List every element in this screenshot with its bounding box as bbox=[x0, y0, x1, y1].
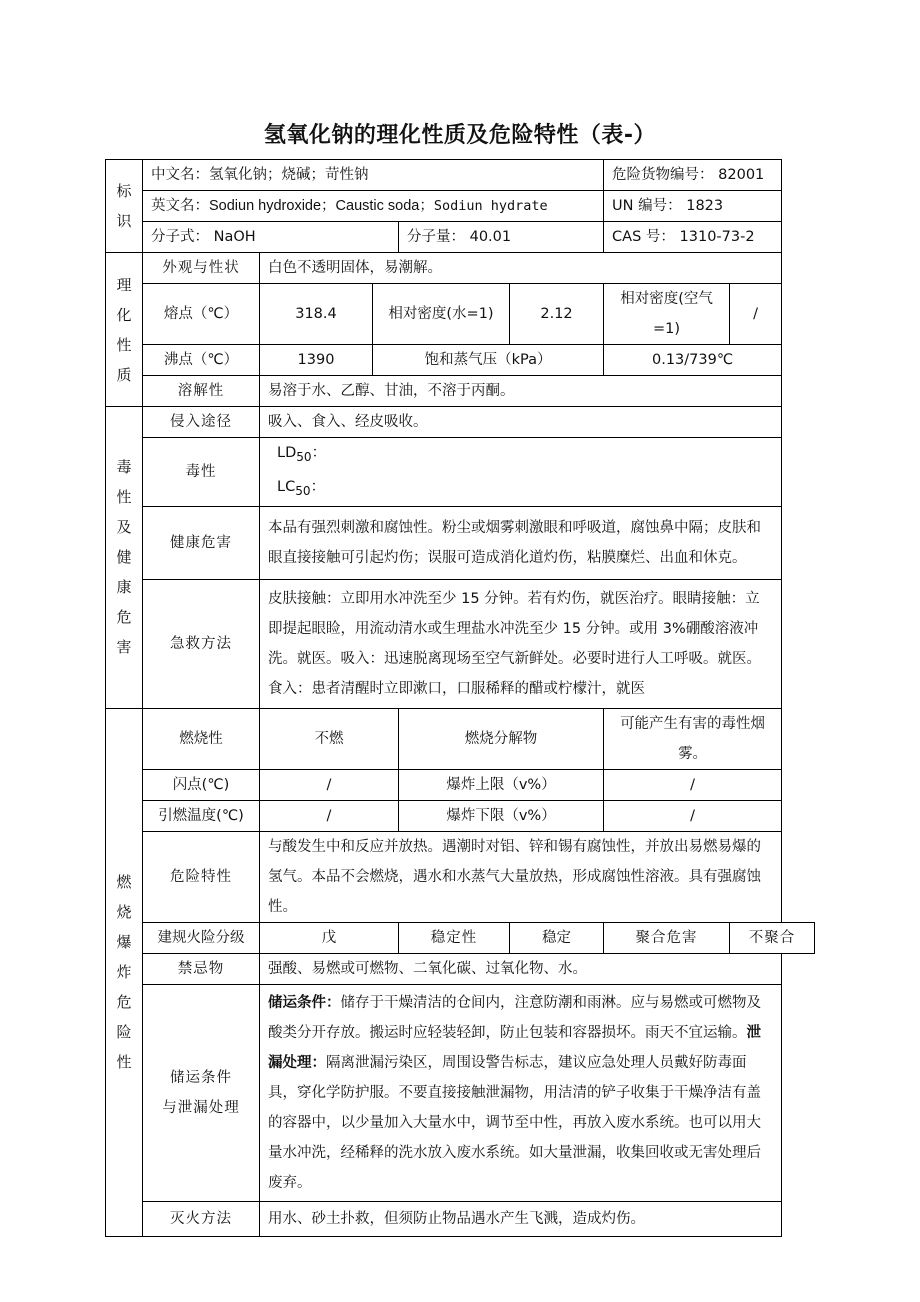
rel-density-air-value: / bbox=[730, 284, 782, 345]
ignition-label: 引燃温度(℃) bbox=[143, 800, 260, 831]
stability-value: 稳定 bbox=[510, 922, 604, 953]
boiling-value: 1390 bbox=[260, 345, 373, 376]
decomposition-value: 可能产生有害的毒性烟雾。 bbox=[604, 708, 782, 769]
firstaid-value: 皮肤接触：立即用水冲洗至少 15 分钟。若有灼伤，就医治疗。眼睛接触：立即提起眼睑，用流动清水或生理盐水冲洗至少 15 分钟。或用 3%硼酸溶液冲洗。就医。吸入：迅速脱离现场至空气新鲜处。必要时进行人工呼吸。就医。食入：患者清醒时立即漱口，口服稀释的醋或柠檬汁，就医 bbox=[260, 579, 782, 708]
appearance-value: 白色不透明固体，易潮解。 bbox=[260, 253, 782, 284]
row-cn-name bbox=[106, 160, 815, 191]
storage-heading: 储运条件 bbox=[268, 994, 326, 1011]
row-storage bbox=[106, 984, 815, 1201]
molecular-formula: 分子式： NaOH bbox=[143, 222, 399, 253]
row-extinguish bbox=[106, 1201, 815, 1236]
fire-class-label: 建规火险分级 bbox=[143, 922, 260, 953]
hazard-label: 危险特性 bbox=[143, 831, 260, 922]
row-melting bbox=[106, 284, 815, 345]
melting-label: 熔点（℃） bbox=[143, 284, 260, 345]
row-boiling bbox=[106, 345, 815, 376]
lower-limit-label: 爆炸下限（v%） bbox=[399, 800, 604, 831]
row-combustibility bbox=[106, 708, 815, 769]
rel-density-water-label: 相对密度(水=1) bbox=[373, 284, 510, 345]
incompatible-label: 禁忌物 bbox=[143, 953, 260, 984]
row-flash bbox=[106, 769, 815, 800]
appearance-label: 外观与性状 bbox=[143, 253, 260, 284]
solubility-label: 溶解性 bbox=[143, 376, 260, 407]
storage-value: 储运条件：储存于干燥清洁的仓间内，注意防潮和雨淋。应与易燃或可燃物及酸类分开存放。搬运时应轻装轻卸，防止包装和容器损坏。雨天不宜运输。泄漏处理：隔离泄漏污染区，周围设警告标志，建议应急处理人员戴好防毒面具，穿化学防护服。不要直接接触泄漏物，用洁清的铲子收集于干燥净洁有盖的容器中，以少量加入大量水中，调节至中性，再放入废水系统。也可以用大量水冲洗，经稀释的洗水放入废水系统。如大量泄漏，收集回收或无害处理后废弃。 bbox=[260, 984, 782, 1201]
storage-label: 储运条件 与泄漏处理 bbox=[143, 984, 260, 1201]
route-value: 吸入、食入、经皮吸收。 bbox=[260, 407, 782, 438]
row-health bbox=[106, 506, 815, 579]
solubility-value: 易溶于水、乙醇、甘油，不溶于丙酮。 bbox=[260, 376, 782, 407]
molecular-weight: 分子量： 40.01 bbox=[399, 222, 604, 253]
en-name-label: 英文名： bbox=[151, 198, 209, 214]
boiling-label: 沸点（℃） bbox=[143, 345, 260, 376]
flash-label: 闪点(℃) bbox=[143, 769, 260, 800]
storage-text: 储存于干燥清洁的仓间内，注意防潮和雨淋。应与易燃或可燃物及酸类分开存放。搬运时应轻装轻卸，防止包装和容器损坏。雨天不宜运输。 bbox=[268, 994, 761, 1041]
page-title: 氢氧化钠的理化性质及危险特性（表-） bbox=[263, 123, 657, 148]
fire-class-value: 戊 bbox=[260, 922, 399, 953]
leak-text: 隔离泄漏污染区，周围设警告标志，建议应急处理人员戴好防毒面具，穿化学防护服。不要直接接触泄漏物，用洁清的铲子收集于干燥净洁有盖的容器中，以少量加入大量水中，调节至中性，再放入废水系统。也可以用大量水冲洗，经稀释的洗水放入废水系统。如大量泄漏，收集回收或无害处理后废弃。 bbox=[268, 1054, 761, 1191]
rel-density-air-label: 相对密度(空气=1) bbox=[604, 284, 730, 345]
cas-number: CAS 号： 1310-73-2 bbox=[604, 222, 782, 253]
lc50: $LC_{50}$： bbox=[277, 478, 326, 498]
section-fire: 燃 烧 爆 炸 危 险 性 bbox=[106, 708, 143, 1236]
cn-name: 中文名：氢氧化钠；烧碱；苛性钠 bbox=[143, 160, 604, 191]
row-en-name bbox=[106, 191, 815, 222]
stability-label: 稳定性 bbox=[399, 922, 510, 953]
incompatible-value: 强酸、易燃或可燃物、二氧化碳、过氧化物、水。 bbox=[260, 953, 782, 984]
row-incompatible bbox=[106, 953, 815, 984]
section-physchem: 理 化 性 质 bbox=[106, 253, 143, 407]
row-toxicity bbox=[106, 438, 815, 507]
row-hazard bbox=[106, 831, 815, 922]
health-label: 健康危害 bbox=[143, 506, 260, 579]
combustibility-value: 不燃 bbox=[260, 708, 399, 769]
vapor-pressure-label: 饱和蒸气压（kPa） bbox=[373, 345, 604, 376]
rel-density-water-value: 2.12 bbox=[510, 284, 604, 345]
row-formula bbox=[106, 222, 815, 253]
un-number: UN 编号： 1823 bbox=[604, 191, 782, 222]
ignition-value: / bbox=[260, 800, 399, 831]
polymer-label: 聚合危害 bbox=[604, 922, 730, 953]
en-name-extra: Sodiun hydrate bbox=[433, 198, 548, 214]
section-toxicity: 毒 性 及 健 康 危 害 bbox=[106, 407, 143, 709]
ld50: $LD_{50}$： bbox=[277, 445, 327, 464]
upper-limit-label: 爆炸上限（v%） bbox=[399, 769, 604, 800]
combustibility-label: 燃烧性 bbox=[143, 708, 260, 769]
health-value: 本品有强烈刺激和腐蚀性。粉尘或烟雾刺激眼和呼吸道，腐蚀鼻中隔；皮肤和眼直接接触可引起灼伤；误服可造成消化道灼伤，粘膜糜烂、出血和休克。 bbox=[260, 506, 782, 579]
decomposition-label: 燃烧分解物 bbox=[399, 708, 604, 769]
hazard-value: 与酸发生中和反应并放热。遇潮时对铝、锌和锡有腐蚀性，并放出易燃易爆的氢气。本品不会燃烧，遇水和水蒸气大量放热，形成腐蚀性溶液。具有强腐蚀性。 bbox=[260, 831, 782, 922]
en-name bbox=[143, 191, 604, 222]
melting-value: 318.4 bbox=[260, 284, 373, 345]
lower-limit-value: / bbox=[604, 800, 782, 831]
row-appearance bbox=[106, 253, 815, 284]
en-name-value: Sodiun hydroxide；Caustic soda； bbox=[209, 198, 434, 214]
row-fire-class bbox=[106, 922, 815, 953]
row-route bbox=[106, 407, 815, 438]
extinguish-label: 灭火方法 bbox=[143, 1201, 260, 1236]
section-identification: 标 识 bbox=[106, 160, 143, 253]
toxicity-label: 毒性 bbox=[143, 438, 260, 507]
row-ignition bbox=[106, 800, 815, 831]
hazard-goods-number: 危险货物编号： 82001 bbox=[604, 160, 782, 191]
firstaid-label: 急救方法 bbox=[143, 579, 260, 708]
extinguish-value: 用水、砂土扑救，但须防止物品遇水产生飞溅，造成灼伤。 bbox=[260, 1201, 782, 1236]
row-firstaid bbox=[106, 579, 815, 708]
flash-value: / bbox=[260, 769, 399, 800]
toxicity-value bbox=[260, 438, 782, 507]
polymer-value: 不聚合 bbox=[730, 922, 815, 953]
route-label: 侵入途径 bbox=[143, 407, 260, 438]
property-table bbox=[105, 159, 815, 1237]
vapor-pressure-value: 0.13/739℃ bbox=[604, 345, 782, 376]
leak-heading: 泄漏处理 bbox=[268, 1024, 761, 1071]
row-solubility bbox=[106, 376, 815, 407]
upper-limit-value: / bbox=[604, 769, 782, 800]
